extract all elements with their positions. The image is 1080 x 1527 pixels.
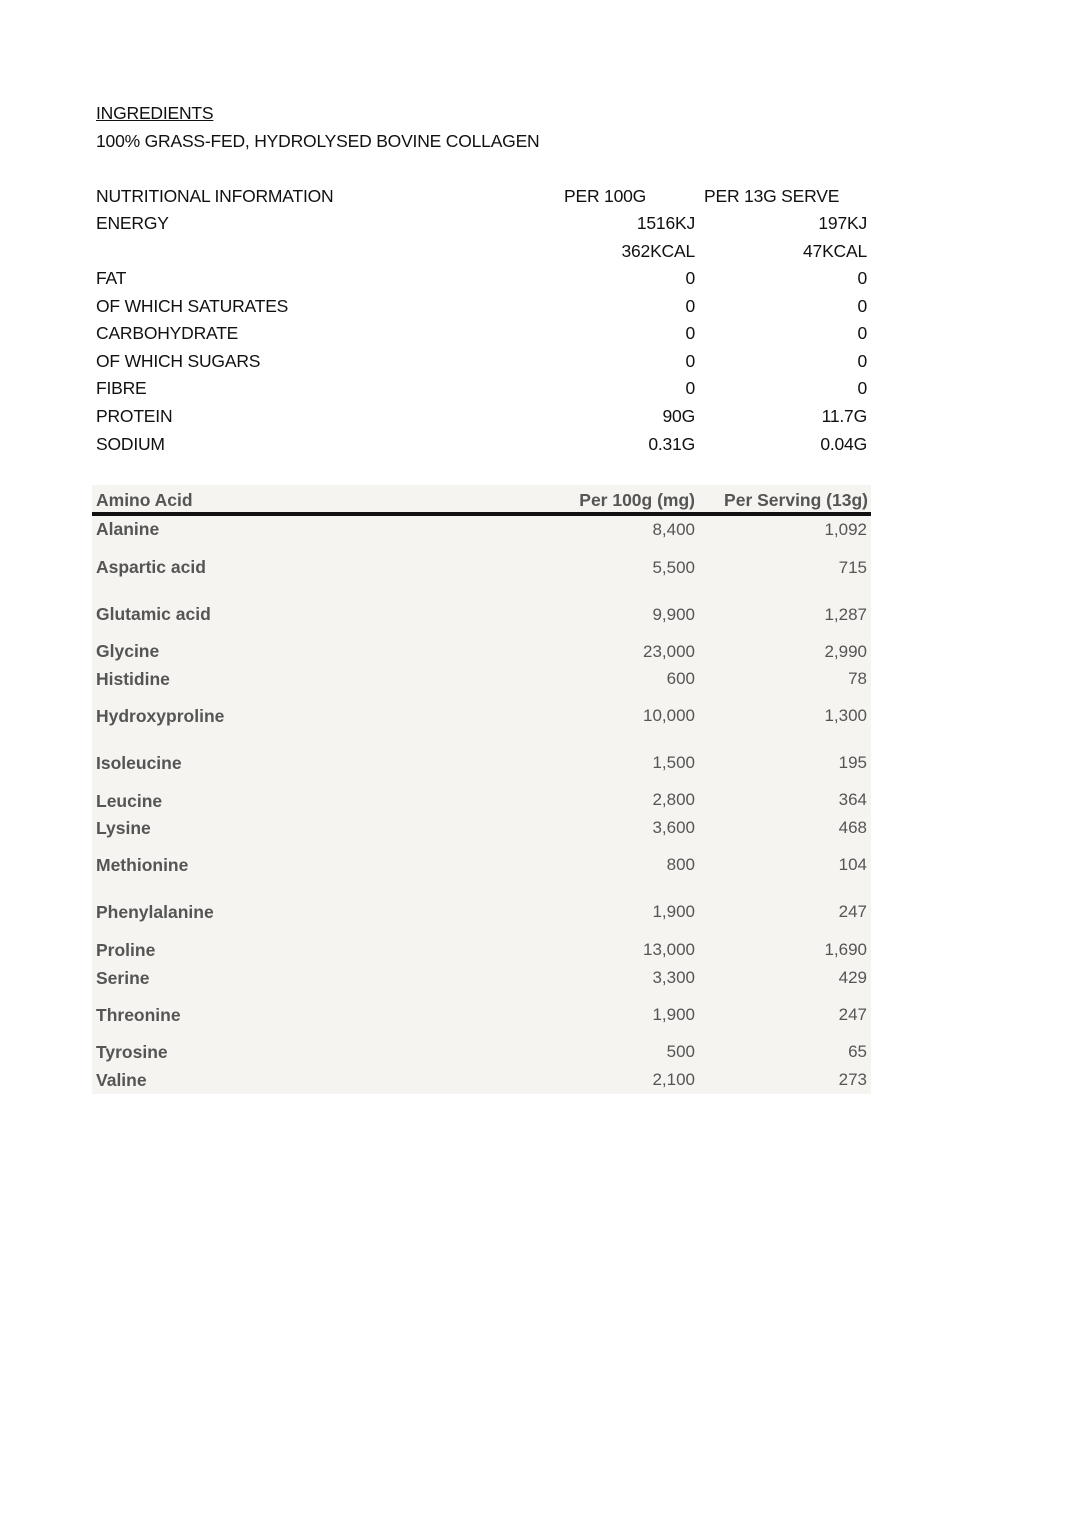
- nutrition-serve: 197KJ: [818, 213, 867, 233]
- nutrition-label: OF WHICH SUGARS: [96, 351, 261, 371]
- amino-name: Proline: [96, 940, 156, 960]
- amino-serve: 429: [838, 968, 867, 987]
- amino-name: Glutamic acid: [96, 604, 211, 624]
- nutrition-serve: 0: [857, 296, 867, 316]
- amino-serve: 195: [838, 753, 867, 772]
- header-divider: [92, 512, 871, 516]
- amino-serve: 65: [848, 1042, 867, 1061]
- amino-name: Isoleucine: [96, 753, 182, 773]
- nutrition-per100: 0: [685, 268, 695, 288]
- nutrition-serve: 0: [857, 268, 867, 288]
- amino-per100: 8,400: [652, 520, 695, 539]
- nutrition-label: PROTEIN: [96, 406, 173, 426]
- amino-serve: 715: [838, 558, 867, 577]
- nutrition-label: CARBOHYDRATE: [96, 323, 239, 343]
- amino-name: Tyrosine: [96, 1042, 168, 1062]
- amino-per100: 9,900: [652, 605, 695, 624]
- nutrition-per100: 0: [685, 378, 695, 398]
- amino-header-per100: Per 100g (mg): [579, 490, 695, 510]
- amino-serve: 1,690: [824, 940, 867, 959]
- amino-serve: 247: [838, 1005, 867, 1024]
- amino-name: Histidine: [96, 669, 170, 689]
- nutrition-label: SODIUM: [96, 434, 165, 454]
- amino-name: Threonine: [96, 1005, 181, 1025]
- nutrition-per100: 0: [685, 351, 695, 371]
- amino-name: Hydroxyproline: [96, 706, 225, 726]
- amino-serve: 1,300: [824, 706, 867, 725]
- amino-serve: 247: [838, 902, 867, 921]
- amino-name: Alanine: [96, 519, 160, 539]
- amino-per100: 23,000: [643, 642, 695, 661]
- nutrition-col-serve: PER 13G SERVE: [704, 186, 840, 206]
- nutrition-serve: 0.04G: [820, 434, 867, 454]
- amino-serve: 2,990: [824, 642, 867, 661]
- nutrition-per100: 362KCAL: [621, 241, 695, 261]
- amino-per100: 1,900: [652, 902, 695, 921]
- amino-name: Valine: [96, 1070, 147, 1090]
- amino-acid-table: [92, 485, 871, 1094]
- amino-name: Methionine: [96, 855, 189, 875]
- nutrition-per100: 90G: [662, 406, 695, 426]
- nutrition-serve: 11.7G: [821, 406, 867, 426]
- ingredients-heading: INGREDIENTS: [96, 103, 214, 123]
- amino-per100: 10,000: [643, 706, 695, 725]
- nutrition-per100: 0: [685, 296, 695, 316]
- amino-serve: 78: [848, 669, 867, 688]
- amino-per100: 3,300: [652, 968, 695, 987]
- nutrition-per100: 0: [685, 323, 695, 343]
- amino-per100: 500: [666, 1042, 695, 1061]
- amino-per100: 2,100: [652, 1070, 695, 1089]
- amino-per100: 1,900: [652, 1005, 695, 1024]
- nutrition-serve: 0: [857, 351, 867, 371]
- amino-per100: 5,500: [652, 558, 695, 577]
- amino-name: Serine: [96, 968, 150, 988]
- nutrition-label: FAT: [96, 268, 127, 288]
- amino-per100: 13,000: [643, 940, 695, 959]
- ingredients-text: 100% GRASS-FED, HYDROLYSED BOVINE COLLAGEN: [96, 131, 540, 151]
- amino-per100: 3,600: [652, 818, 695, 837]
- amino-per100: 1,500: [652, 753, 695, 772]
- amino-header-name: Amino Acid: [96, 490, 193, 510]
- amino-name: Phenylalanine: [96, 902, 214, 922]
- amino-serve: 104: [838, 855, 867, 874]
- amino-name: Aspartic acid: [96, 557, 206, 577]
- amino-serve: 1,287: [824, 605, 867, 624]
- nutrition-per100: 1516KJ: [636, 213, 695, 233]
- amino-serve: 468: [838, 818, 867, 837]
- nutrition-label: FIBRE: [96, 378, 147, 398]
- amino-serve: 1,092: [824, 520, 867, 539]
- amino-name: Leucine: [96, 791, 163, 811]
- amino-serve: 273: [838, 1070, 867, 1089]
- nutrition-label: ENERGY: [96, 213, 169, 233]
- amino-serve: 364: [838, 790, 867, 809]
- amino-per100: 800: [666, 855, 695, 874]
- nutrition-serve: 0: [857, 323, 867, 343]
- nutrition-serve: 47KCAL: [803, 241, 867, 261]
- nutrition-heading: NUTRITIONAL INFORMATION: [96, 186, 334, 206]
- amino-name: Lysine: [96, 818, 151, 838]
- nutrition-serve: 0: [857, 378, 867, 398]
- nutrition-per100: 0.31G: [648, 434, 695, 454]
- nutrition-label: OF WHICH SATURATES: [96, 296, 289, 316]
- amino-name: Glycine: [96, 641, 160, 661]
- amino-per100: 2,800: [652, 790, 695, 809]
- amino-per100: 600: [666, 669, 695, 688]
- amino-header-serve: Per Serving (13g): [724, 490, 868, 510]
- nutrition-col-per100: PER 100G: [564, 186, 647, 206]
